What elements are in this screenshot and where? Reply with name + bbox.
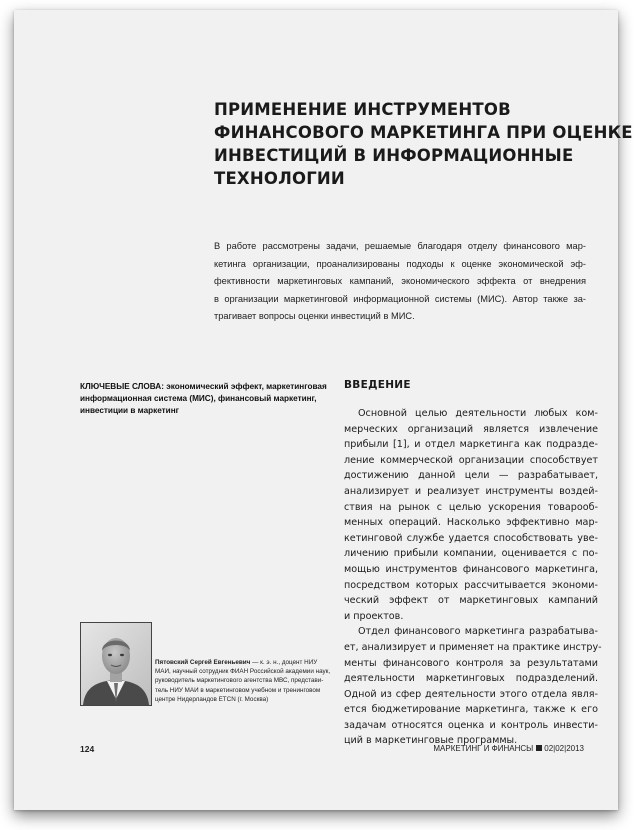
title-line: ФИНАНСОВОГО МАРКЕТИНГА ПРИ ОЦЕНКЕ <box>214 123 633 142</box>
abstract-line: фективности маркетинговых кампаний, экономического эффекта от внедрения <box>214 276 586 287</box>
body-line: посредством которых рассчитывается экономи- <box>344 579 598 591</box>
section-heading: ВВЕДЕНИЕ <box>344 379 411 391</box>
body-line: личению прибыли компании, оценивается с по- <box>344 548 598 560</box>
body-line: ет, анализирует и применяет на практике инстру- <box>344 641 602 653</box>
author-name: Пятовский Сергей Евгеньевич <box>155 659 251 666</box>
abstract-line: трагивает вопросы оценки инвестиций в МИС. <box>214 311 415 322</box>
title-line: ПРИМЕНЕНИЕ ИНСТРУМЕНТОВ <box>214 100 511 119</box>
body-line: ление коммерческой организации способствует <box>344 454 598 466</box>
keywords-line: информационная система (МИС), финансовый маркетинг, <box>80 394 317 403</box>
body-line: достижению данной цели — разрабатывает, <box>344 470 598 482</box>
body-line: ческий эффект от маркетинговых кампаний <box>344 595 598 607</box>
author-info <box>155 658 329 704</box>
author-bio-line: центре Нидерландов ETCN (г. Москва) <box>155 695 269 703</box>
issue-number: 02|02|2013 <box>544 744 584 753</box>
journal-page <box>14 10 633 810</box>
square-separator-icon <box>536 745 542 751</box>
body-line: деятельности маркетинговых подразделений. <box>344 673 598 685</box>
body-line: ется бюджетирование маркетинга, также к его <box>344 704 598 716</box>
body-line: ствия на рынок с целью ускорения товарооб- <box>344 501 598 513</box>
author-portrait-image <box>81 623 151 705</box>
author-bio-start: — к. э. н., доцент НИУ <box>250 659 318 666</box>
body-line: Основной целью деятельности любых ком- <box>358 408 598 419</box>
journal-footer <box>433 744 584 753</box>
body-line: кетинговой службе удается способствовать уве- <box>344 532 598 544</box>
body-line: ций в маркетинговые программы. <box>344 735 518 747</box>
abstract-line: В работе рассмотрены задачи, решаемые благодаря отделу финансового мар- <box>214 241 586 251</box>
body-line: менных операций. Насколько эффективно мар- <box>344 517 598 529</box>
abstract-line: кетинга организации, проанализированы подходы к оценке экономической эф- <box>214 258 586 269</box>
keywords-block <box>80 381 327 417</box>
body-line: менты финансового контроля за результатами <box>344 657 598 669</box>
abstract-line: в организации маркетинговой информационной системы (МИС). Автор также за- <box>214 293 586 304</box>
author-bio-line: руководитель маркетингового агентства МВС, представи- <box>155 677 324 685</box>
title-line: ТЕХНОЛОГИИ <box>214 169 345 188</box>
body-line: мощью инструментов финансового маркетинга, <box>344 563 598 575</box>
body-line: и проектов. <box>344 610 404 622</box>
keywords-line: КЛЮЧЕВЫЕ СЛОВА: экономический эффект, маркетинговая <box>80 382 327 391</box>
author-bio-line: тель НИУ МАИ в маркетинговом учебном и тренинговом <box>155 686 321 694</box>
body-line: мерческих организаций является извлечение <box>344 423 598 435</box>
article-abstract <box>214 238 586 326</box>
page-number: 124 <box>80 744 95 754</box>
journal-name: МАРКЕТИНГ И ФИНАНСЫ <box>433 744 534 753</box>
title-line: ИНВЕСТИЦИЙ В ИНФОРМАЦИОННЫЕ <box>214 146 574 165</box>
author-bio-line: МАИ, научный сотрудник ФИАН Российской академии наук, <box>155 668 331 676</box>
keywords-line: инвестиции в маркетинг <box>80 406 180 415</box>
author-first-line <box>155 658 329 667</box>
body-line: Одной из сфер деятельности этого отдела явля- <box>344 688 598 700</box>
article-body <box>344 406 602 749</box>
body-line: задачам относятся оценка и контроль инвести- <box>344 719 598 731</box>
body-line: анализирует и реализует инструменты воздей- <box>344 485 598 497</box>
article-title <box>214 98 633 190</box>
body-line: Отдел финансового маркетинга разрабатыва- <box>358 626 598 638</box>
body-line: прибыли [1], и отдел маркетинга как подразде- <box>344 439 598 451</box>
author-photo <box>80 622 152 706</box>
